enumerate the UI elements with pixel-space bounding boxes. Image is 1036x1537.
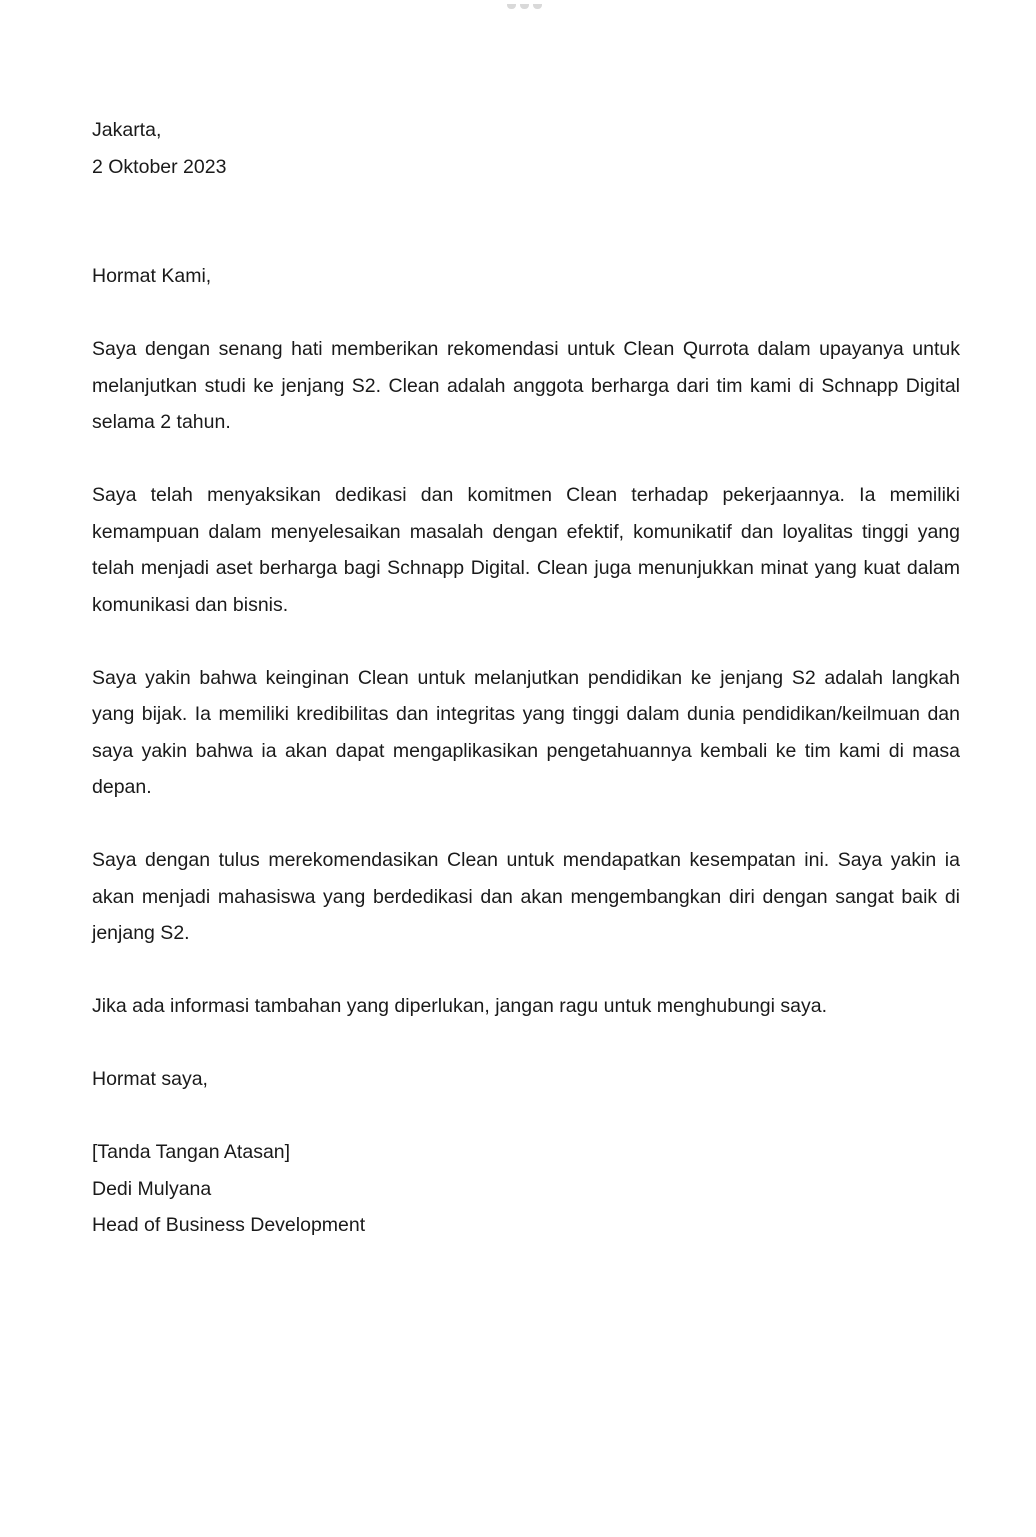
indicator-dot: [533, 4, 542, 9]
indicator-dot: [507, 4, 516, 9]
spacer: [92, 952, 960, 989]
spacer: [92, 295, 960, 332]
letter-salutation: Hormat Kami,: [92, 265, 212, 287]
spacer: [92, 185, 960, 258]
letter-paragraph-2: Saya telah menyaksikan dedikasi dan komitmen Clean terhadap pekerjaannya. Ia memiliki kemampuan dalam menyelesaikan masalah dengan efektif, komunikatif dan loyalitas tinggi yang telah menjadi aset berharga bagi Schnapp Digital. Clean juga menunjukkan minat yang kuat dalam komunikasi dan bisnis.: [92, 484, 960, 616]
letter-closing-note: Jika ada informasi tambahan yang diperlukan, jangan ragu untuk menghubungi saya.: [92, 995, 827, 1017]
letter-body: [92, 112, 960, 1244]
signer-title: Head of Business Development: [92, 1214, 366, 1236]
indicator-dot: [520, 4, 529, 9]
letter-closing: Hormat saya,: [92, 1068, 208, 1090]
spacer: [92, 806, 960, 843]
spacer: [92, 1098, 960, 1135]
page-top-indicator: [507, 0, 547, 2]
spacer: [92, 441, 960, 478]
signature-placeholder: [Tanda Tangan Atasan]: [92, 1141, 291, 1163]
letter-paragraph-1: Saya dengan senang hati memberikan rekomendasi untuk Clean Qurrota dalam upayanya untuk melanjutkan studi ke jenjang S2. Clean adalah anggota berharga dari tim kami di Schnapp Digital selama 2 tahun.: [92, 338, 960, 433]
letter-date: 2 Oktober 2023: [92, 155, 227, 178]
signer-name: Dedi Mulyana: [92, 1177, 212, 1200]
letter-city: Jakarta,: [92, 119, 162, 141]
spacer: [92, 1025, 960, 1062]
spacer: [92, 623, 960, 660]
letter-paragraph-3: Saya yakin bahwa keinginan Clean untuk melanjutkan pendidikan ke jenjang S2 adalah langkah yang bijak. Ia memiliki kredibilitas dan integritas yang tinggi dalam dunia pendidikan/keilmuan dan saya yakin bahwa ia akan dapat mengaplikasikan pengetahuannya kembali ke tim kami di masa depan.: [92, 666, 960, 798]
letter-paragraph-4: Saya dengan tulus merekomendasikan Clean untuk mendapatkan kesempatan ini. Saya yakin ia akan menjadi mahasiswa yang berdedikasi dan akan mengembangkan diri dengan sangat baik di jenjang S2.: [92, 849, 960, 944]
